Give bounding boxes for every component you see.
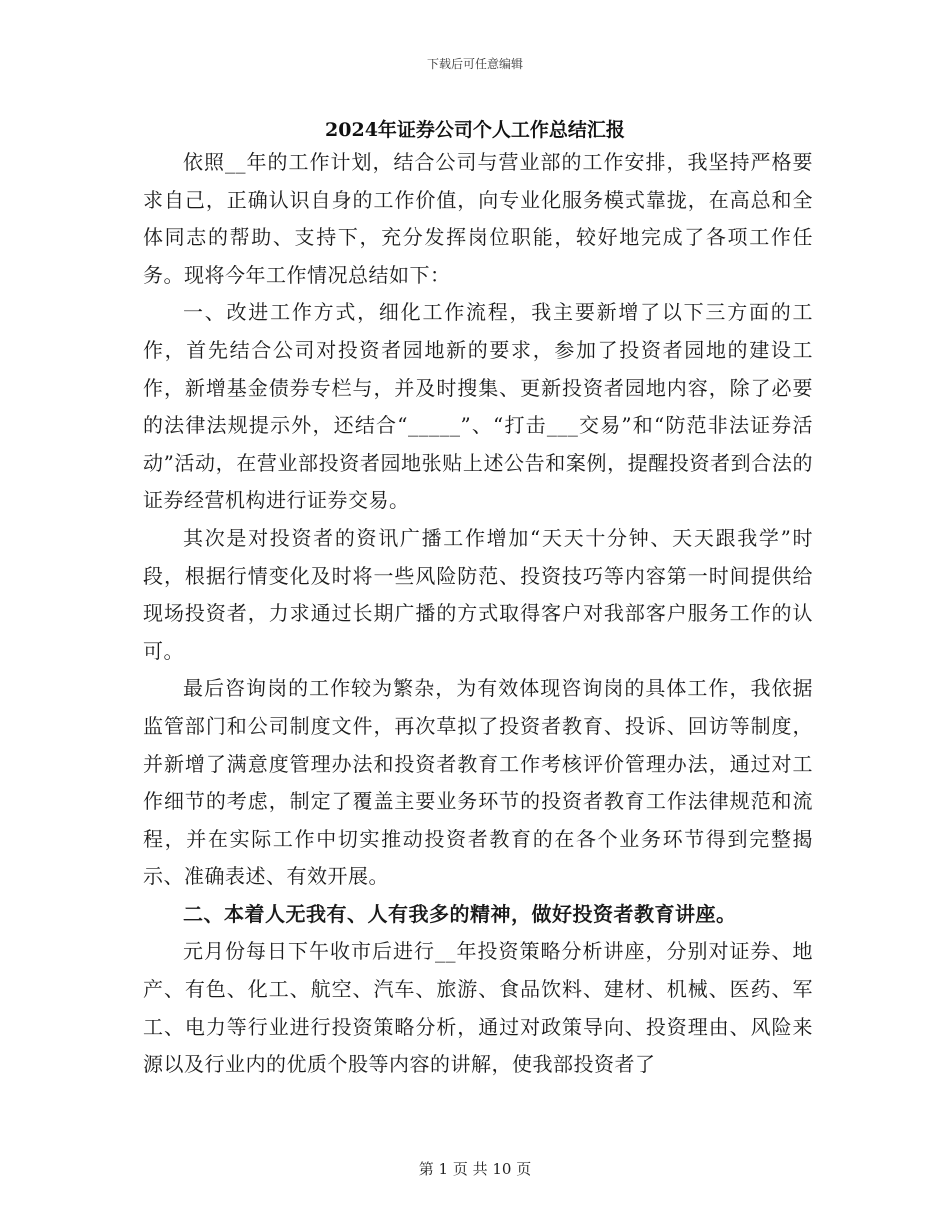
- page-number-footer: 第 1 页 共 10 页: [418, 1160, 532, 1178]
- header-note: 下载后可任意编辑: [426, 57, 523, 71]
- paragraph-lectures: 元月份每日下午收市后进行__年投资策略分析讲座，分别对证券、地产、有色、化工、航空、汽车、旅游、食品饮料、建材、机械、医药、军工、电力等行业进行投资策略分析，通过对政策导向、投资理由、风险来源以及行业内的优质个股等内容的讲解，使我部投资者了: [143, 939, 813, 1077]
- paragraph-consulting: 最后咨询岗的工作较为繁杂，为有效体现咨询岗的具体工作，我依据监管部门和公司制度文件，再次草拟了投资者教育、投诉、回访等制度，并新增了满意度管理办法和投资者教育工作考核评价管理办法，通过对工作细节的考虑，制定了覆盖主要业务环节的投资者教育工作法律规范和流程，并在实际工作中切实推动投资者教育的在各个业务环节得到完整揭示、准确表述、有效开展。: [143, 676, 813, 889]
- paragraph-broadcast: 其次是对投资者的资讯广播工作增加“天天十分钟、天天跟我学”时段，根据行情变化及时将一些风险防范、投资技巧等内容第一时间提供给现场投资者，力求通过长期广播的方式取得客户对我部客户服务工作的认可。: [143, 525, 813, 663]
- paragraph-section-one: 一、改进工作方式，细化工作流程，我主要新增了以下三方面的工作，首先结合公司对投资者园地新的要求，参加了投资者园地的建设工作，新增基金债券专栏与，并及时搜集、更新投资者园地内容，除了必要的法律法规提示外，还结合“_____”、“打击___交易”和“防范非法证券活动”活动，在营业部投资者园地张贴上述公告和案例，提醒投资者到合法的证券经营机构进行证券交易。: [143, 300, 813, 513]
- document-body: [143, 144, 813, 1084]
- document-title: 2024年证券公司个人工作总结汇报: [325, 119, 625, 141]
- paragraph-intro: 依照__年的工作计划，结合公司与营业部的工作安排，我坚持严格要求自己，正确认识自身的工作价值，向专业化服务模式靠拢，在高总和全体同志的帮助、支持下，充分发挥岗位职能，较好地完成了各项工作任务。现将今年工作情况总结如下：: [143, 150, 813, 287]
- section-two-heading: 二、本着人无我有、人有我多的精神，做好投资者教育讲座。: [183, 901, 737, 926]
